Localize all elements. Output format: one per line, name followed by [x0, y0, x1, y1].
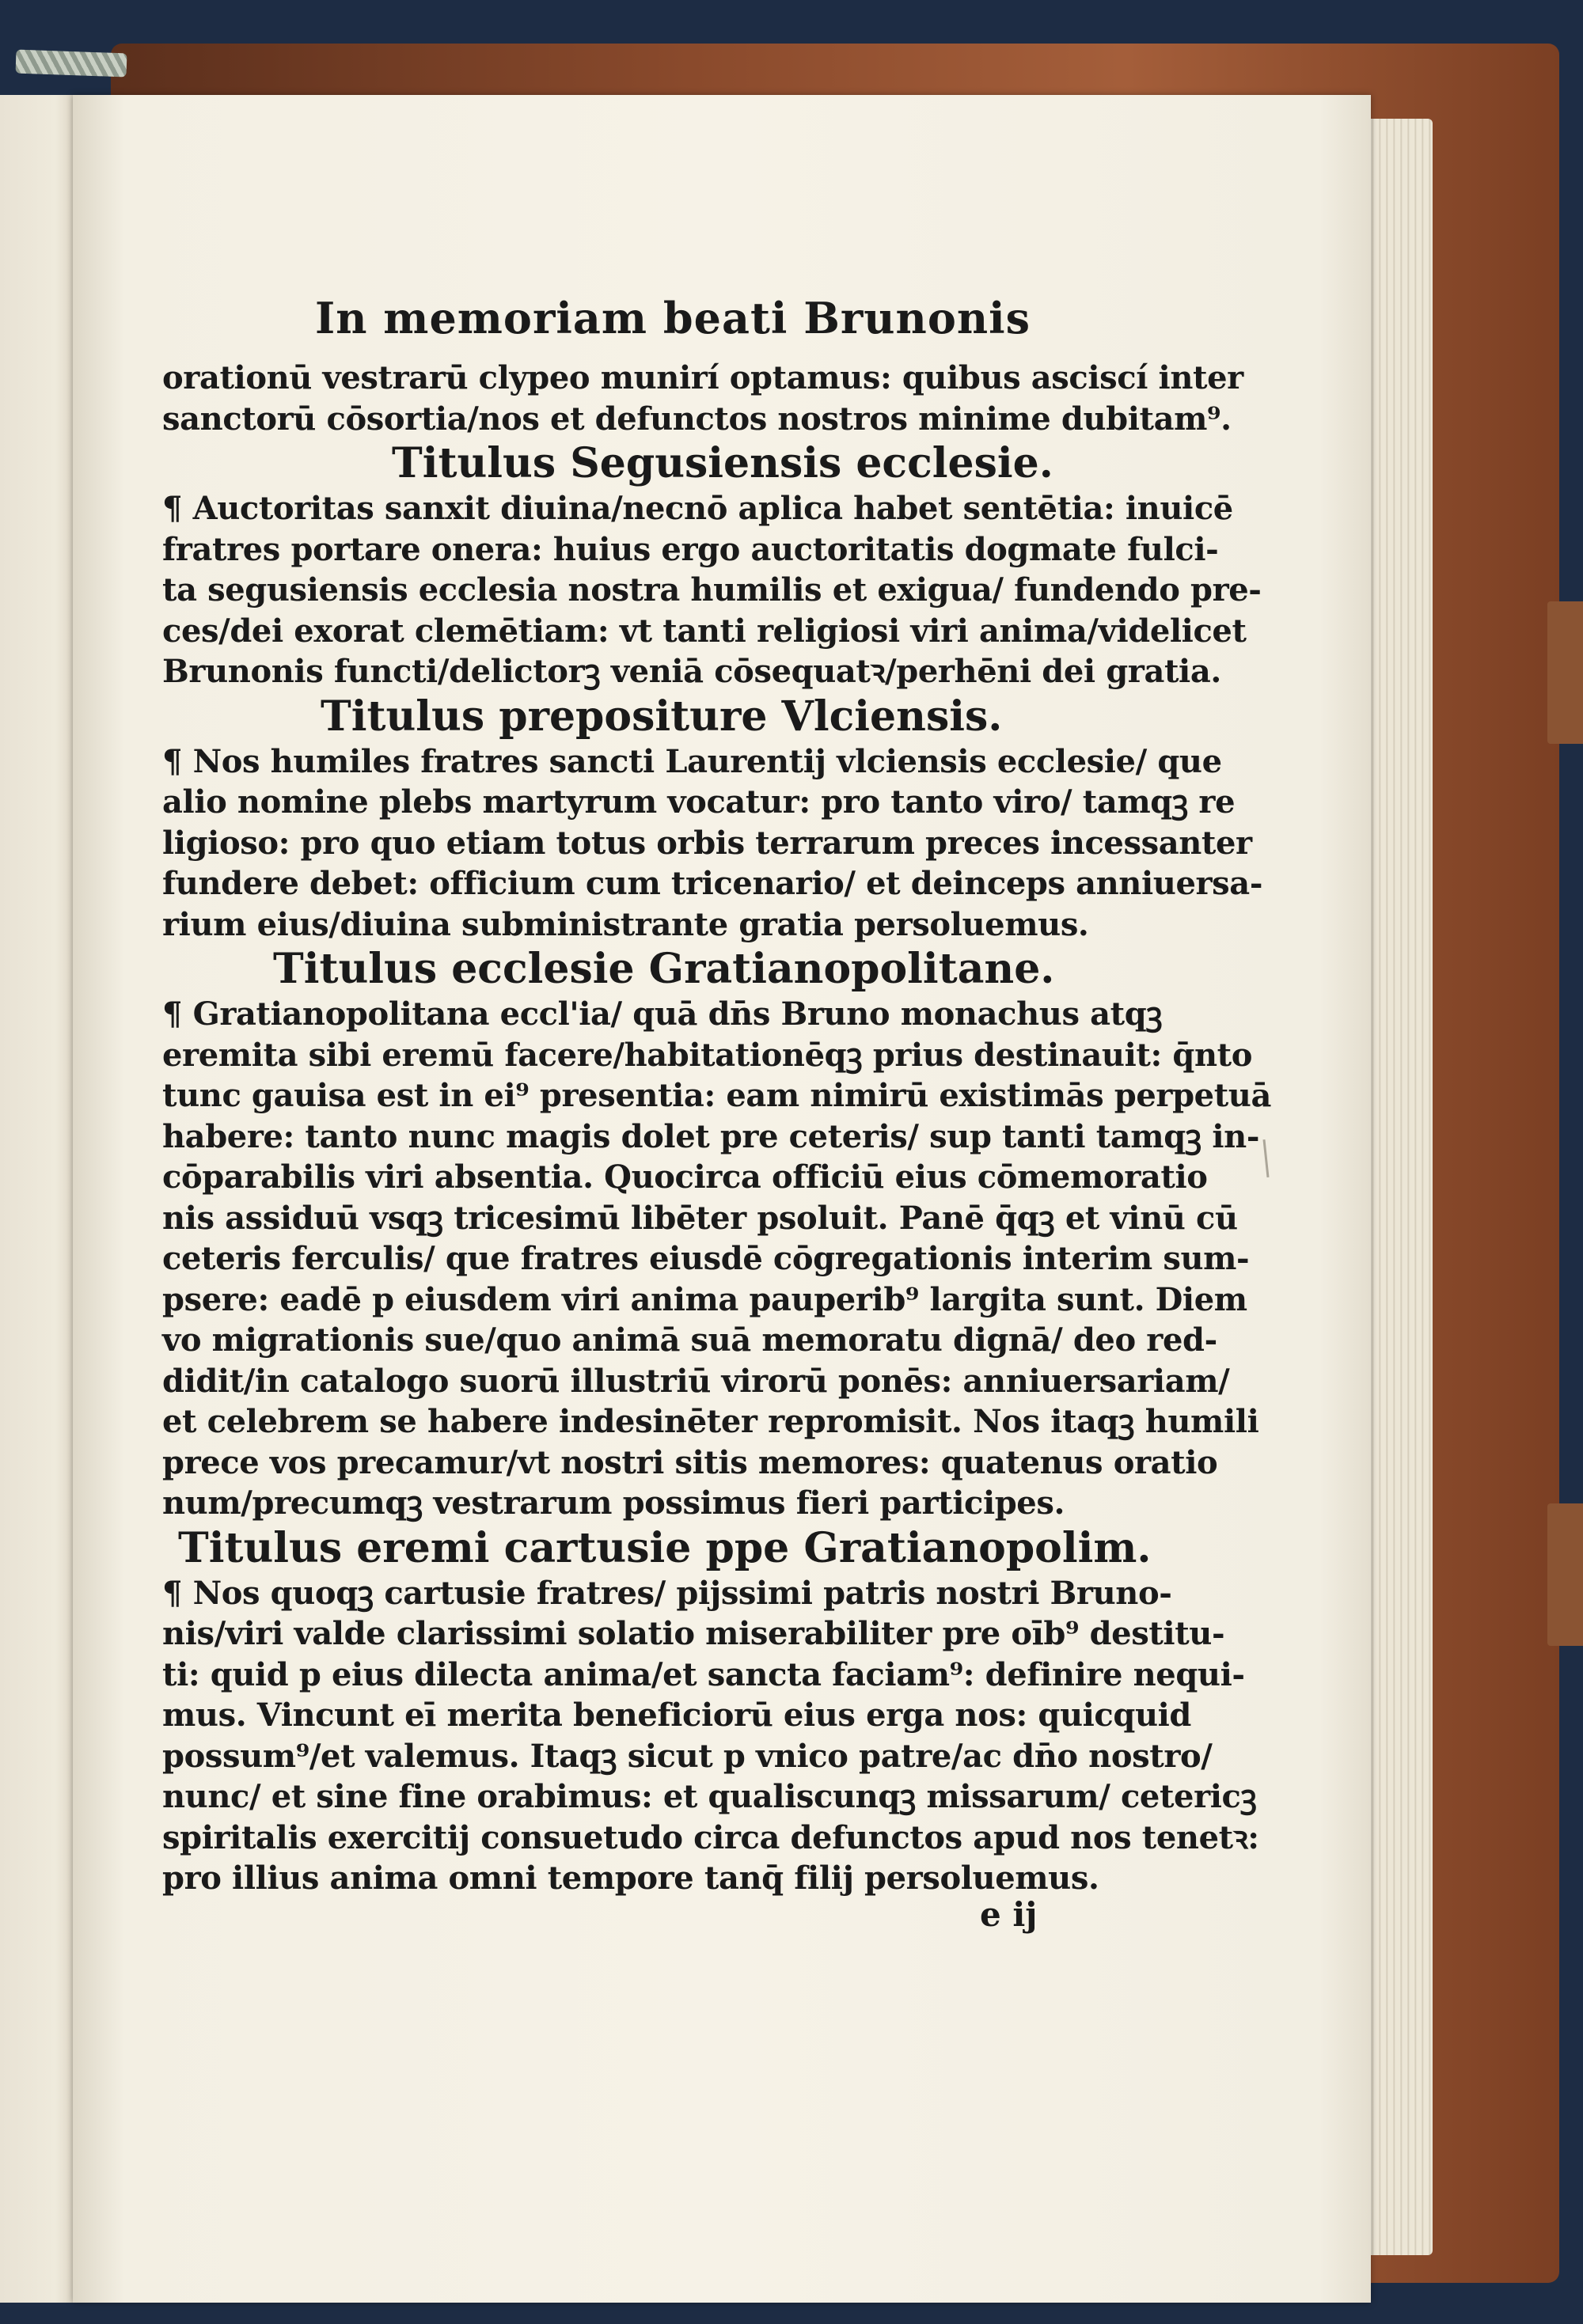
text-line: fratres portare onera: huius ergo auctoritatis dogmate fulci- — [162, 530, 1219, 568]
text-line: mus. Vincunt eī merita beneficiorū eius erga nos: quicquid — [162, 1697, 1192, 1734]
clasp-tab-upper — [1547, 601, 1583, 744]
text-line: ta segusiensis ecclesia nostra humilis et exigua/ fundendo pre- — [162, 571, 1262, 608]
text-line: possum⁹/et valemus. Itaqꝫ sicut p vnico patre/ac dn̄o nostro/ — [162, 1737, 1213, 1775]
text-line: fundere debet: officium cum tricenario/ et deinceps anniuersa- — [162, 865, 1263, 902]
text-line: ligioso: pro quo etiam totus orbis terrarum preces incessanter — [162, 824, 1252, 862]
text-line: vo migrationis sue/quo animā suā memoratu dignā/ deo red- — [162, 1321, 1217, 1359]
text-line: prece vos precamur/vt nostri sitis memores: quatenus oratio — [162, 1443, 1218, 1481]
signature-mark: e ij — [980, 1895, 1038, 1934]
clasp-tab-lower — [1547, 1503, 1583, 1646]
running-title: In memoriam beati Brunonis — [314, 293, 1031, 343]
text-line: et celebrem se habere indesinēter repromisit. Nos itaqꝫ humili — [162, 1403, 1259, 1440]
text-line: pro illius anima omni tempore tanq̄ filij persoluemus. — [162, 1860, 1099, 1897]
section-heading: Titulus Segusiensis ecclesie. — [392, 439, 1053, 487]
text-line: ¶ Gratianopolitana eccl'ia/ quā dn̄s Bruno monachus atqꝫ — [162, 995, 1163, 1033]
section-heading: Titulus prepositure Vlciensis. — [321, 692, 1003, 741]
text-line: spiritalis exercitij consuetudo circa defunctos apud nos tenetꝛ: — [162, 1818, 1259, 1856]
text-line: num/precumqꝫ vestrarum possimus fieri participes. — [162, 1484, 1065, 1522]
text-line: ti: quid p eius dilecta anima/et sancta faciam⁹: definire nequi- — [162, 1655, 1245, 1693]
text-line: orationū vestrarū clypeo munirí optamus: quibus asciscí inter — [162, 359, 1243, 396]
text-line: nis assiduū vsqꝫ tricesimū libēter psoluit. Panē q̄qꝫ et vinū cū — [162, 1199, 1238, 1237]
text-line: tunc gauisa est in ei⁹ presentia: eam nimirū existimās perpetuā — [162, 1077, 1271, 1114]
section-heading: Titulus ecclesie Gratianopolitane. — [273, 945, 1055, 993]
text-line: ceteris ferculis/ que fratres eiusdē cōgregationis interim sum- — [162, 1240, 1250, 1277]
text-line: cōparabilis viri absentia. Quocirca officiū eius cōmemoratio — [162, 1158, 1208, 1196]
text-line: Brunonis functi/delictorꝫ veniā cōsequatꝛ/perhēni dei gratia. — [162, 653, 1221, 690]
text-line: ¶ Nos quoqꝫ cartusie fratres/ pijssimi patris nostri Bruno- — [162, 1574, 1172, 1612]
text-line: eremita sibi eremū facere/habitationēqꝫ prius destinauit: q̄nto — [162, 1036, 1252, 1074]
text-line: sanctorū cōsortia/nos et defunctos nostros minime dubitam⁹. — [162, 400, 1232, 438]
text-sections — [162, 358, 1271, 1899]
text-line: psere: eadē p eiusdem viri anima pauperib⁹ largita sunt. Diem — [162, 1280, 1247, 1318]
text-line: alio nomine plebs martyrum vocatur: pro tanto viro/ tamqꝫ re — [162, 783, 1236, 821]
text-line: rium eius/diuina subministrante gratia persoluemus. — [162, 905, 1089, 943]
text-line: nunc/ et sine fine orabimus: et qualiscunqꝫ missarum/ cetericꝫ — [162, 1778, 1257, 1815]
text-line: didit/in catalogo suorū illustriū virorū ponēs: anniuersariam/ — [162, 1362, 1230, 1400]
section-heading: Titulus eremi cartusie ppe Gratianopolim. — [178, 1523, 1152, 1572]
text-line: habere: tanto nunc magis dolet pre ceteris/ sup tanti tamqꝫ in- — [162, 1117, 1260, 1155]
facing-page-edge — [0, 95, 79, 2303]
text-line: ¶ Nos humiles fratres sancti Laurentij vlciensis ecclesie/ que — [162, 742, 1222, 780]
page-text — [162, 293, 1271, 1899]
text-line: ces/dei exorat clemētiam: vt tanti religiosi viri anima/videlicet — [162, 612, 1247, 650]
text-line: ¶ Auctoritas sanxit diuina/necnō aplica habet sentētia: inuicē — [162, 490, 1233, 527]
text-line: nis/viri valde clarissimi solatio miserabiliter pre oīb⁹ destitu- — [162, 1615, 1225, 1652]
bookmark-ribbon — [16, 50, 127, 78]
